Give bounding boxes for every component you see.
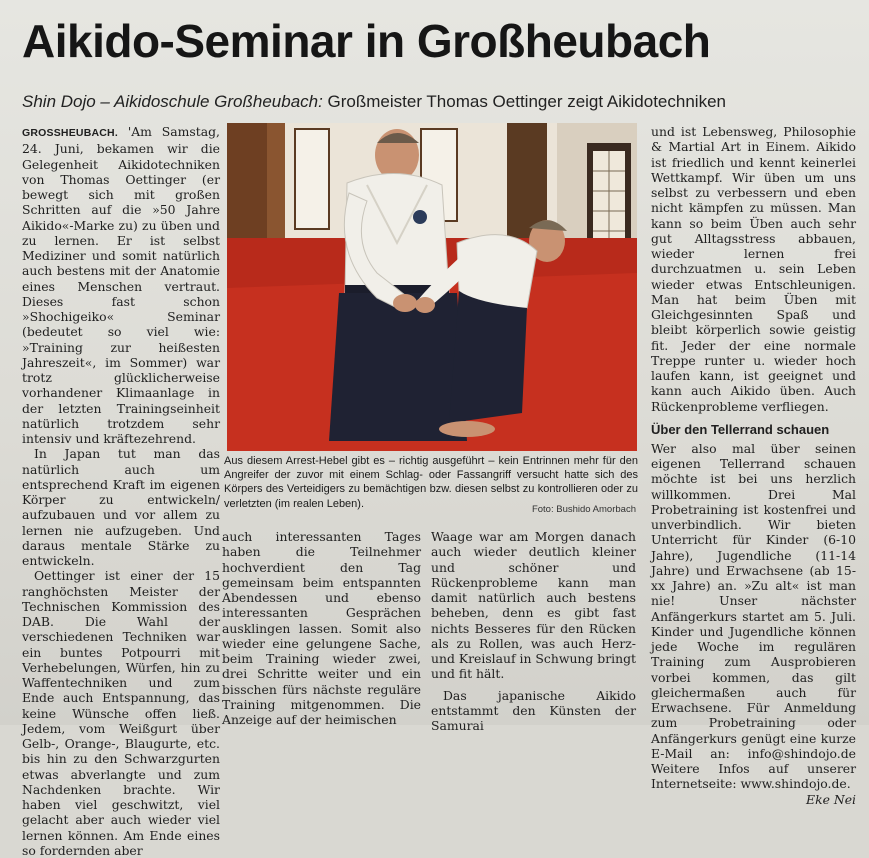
subheadline-rest: Großmeister Thomas Oettinger zeigt Aikidotechniken: [322, 92, 726, 111]
headline: Aikido-Seminar in Großheubach: [22, 15, 711, 67]
article-column-1: [22, 124, 220, 858]
article-paragraph: Oettinger ist einer der 15 ranghöchsten Meister der Technischen Kommission des DAB. Die Wahl der verschiedenen Techniken war ein buntes Potpourri mit Verhebelungen, Würfen, hin zu Waffentechniken und zum Ende auch Entspannung, das keine Wünsche offen ließ. Jedem, vom Weißgurt über Gelb-, Orange-, Blaugurte, etc. bis hin zu den Schwarzgurten etwas abverlangte und zum Nachdenken brachte. Wir haben viel geschwitzt, viel gelacht aber auch wieder viel lernen können. Am Ende eines so fordernden aber: [22, 568, 220, 858]
article-paragraph: In Japan tut man das natürlich auch um entsprechend Kraft im eigenen Körper zu entwickeln/ aufzubauen und vor allem zu lernen nie aufzugeben. Und daraus mentale Stärke zu entwickeln.: [22, 446, 220, 568]
subheadline-lead: Shin Dojo – Aikidoschule Großheubach:: [22, 92, 323, 111]
article-paragraph: auch interessanten Tages haben die Teilnehmer hochverdient den Tag gemeinsam beim entspannten Abendessen und ebenso interessanten Gesprächen ausklingen lassen. Somit also wieder eine gelungene Sache, beim Training wieder zwei, drei Schritte weiter und ein bisschen fürs nächste reguläre Training mitgenommen. Die Anzeige auf der heimischen: [222, 529, 421, 727]
article-column-4: [651, 124, 856, 807]
article-paragraph: Wer also mal über seinen eigenen Tellerrand schauen möchte ist bei uns herzlich willkommen. Drei Mal Probetraining ist kostenfrei und unverbindlich. Wir bieten Unterricht für Kinder (6-10 Jahre), Jugendliche (11-14 Jahre) und Erwachsene (ab 15-xx Jahre) an. »Zu alt« ist man nie! Unser nächster Anfängerkurs startet am 5. Juli. Kinder und Jugendliche können jede Woche im regulären Training zum Ausprobieren vorbei kommen, das gilt gleichermaßen auch für Erwachsene. Für Anmeldung zum Probetraining oder Anfängerkurs genügt eine kurze E-Mail an: info@shindojo.de Weitere Infos auf unserer Internetseite: www.shindojo.de. Eke Nei: [651, 440, 856, 807]
subheadline: [22, 92, 862, 112]
author-signature: Eke Nei: [806, 791, 856, 807]
aikido-photo-illustration: [227, 123, 637, 451]
article-paragraph: und ist Lebensweg, Philosophie & Martial Art in Einem. Aikido ist friedlich und kennt keinerlei Wettkampf. Wir üben um uns selbst zu verbessern und eben nicht kämpfen zu müssen. Man kann so beim Üben auch sehr gut Alltagsstress abbauen, wieder lernen frei durchzuatmen u. sein Leben wieder etwas Entschleunigen. Man hat beim Üben mit Gleichgesinnten Spaß und bleibt körperlich sowie geistig fit. Jeder der eine normale Treppe runter u. wieder hoch laufen kann, ist geeignet und kann auch Aikido üben. Auch Rückenprobleme verfliegen.: [651, 124, 856, 414]
article-column-3: [431, 529, 636, 733]
article-paragraph: GROSSHEUBACH. 'Am Samstag, 24. Juni, bekamen wir die Gelegenheit Aikidotechniken von Thomas Oettinger (er bewegt sich mit großen Schritten auf die »50 Jahre Aikido«-Marke zu) zu üben und zu lernen. Er ist selbst Mediziner und somit natürlich auch bestens mit der Anatomie eines Menschen vertraut. Dieses fast schon »Shochigeiko« Seminar (bedeutet so viel wie: »Training zur heißesten Jahreszeit«, im Sommer) war trotz glücklicherweise vorhandener Klimaanlage in der letzten Trainingseinheit natürlich trotzdem sehr intensiv und kräftezehrend.: [22, 124, 220, 446]
photo-caption: Aus diesem Arrest-Hebel gibt es – richtig ausgeführt – kein Entrinnen mehr für den Angreifer der zuvor mit einem Schlag- oder Fassangriff versucht hatte sich des Körpers des Verteidigers zu bemächtigen bzw. diesen selbst zu kontrollieren oder zu verletzten (im realen Leben).: [224, 455, 638, 510]
photo-credit: Foto: Bushido Amorbach: [531, 504, 636, 515]
section-heading: Über den Tellerrand schauen: [651, 421, 830, 437]
article-column-2: [222, 529, 421, 727]
article-paragraph: Waage war am Morgen danach auch wieder deutlich kleiner und schöner und Rückenprobleme kann man damit natürlich auch bestens beheben, denn es gibt fast nichts Besseres für den Rücken als zu Rollen, was auch Herz- und Kreislauf in Schwung bringt und fit hält.: [431, 529, 636, 682]
article-photo: [227, 123, 637, 451]
dateline: GROSSHEUBACH.: [22, 127, 118, 139]
article-paragraph: Das japanische Aikido entstammt den Künsten der Samurai: [431, 687, 636, 733]
